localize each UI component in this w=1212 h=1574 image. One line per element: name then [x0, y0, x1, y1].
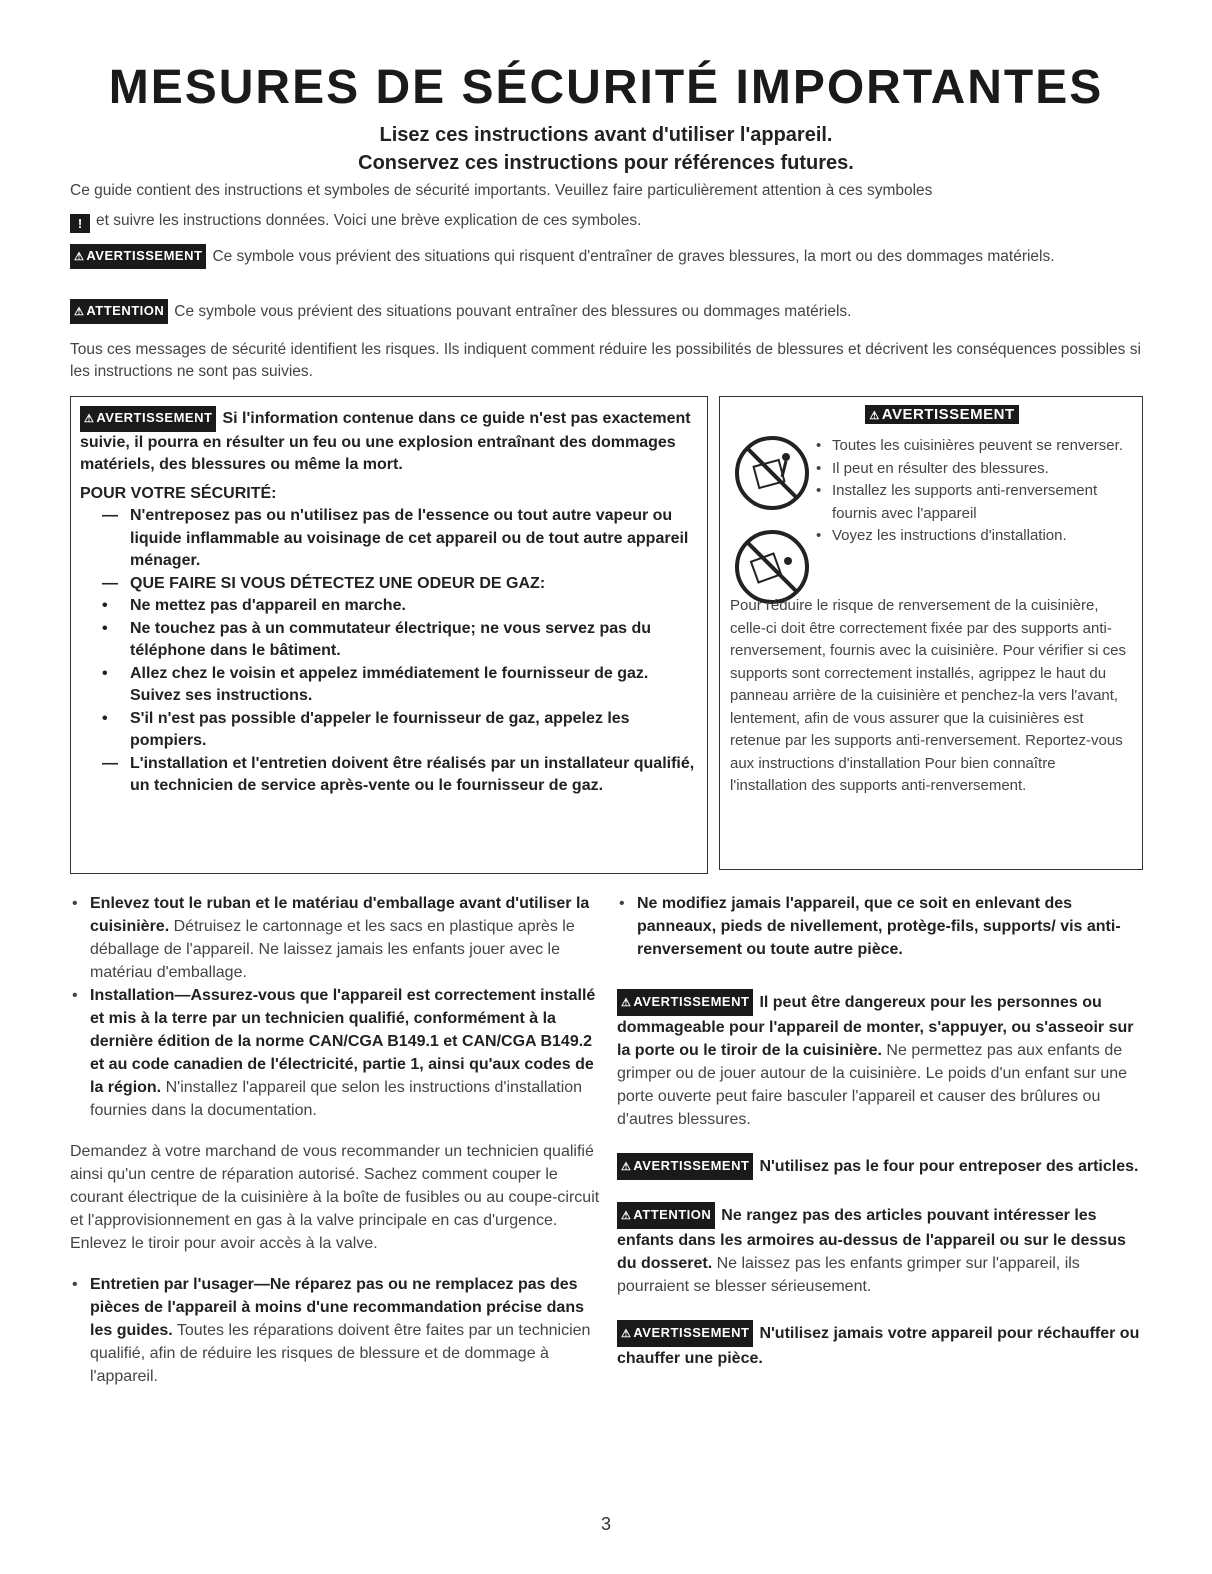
list-item: — N'entreposez pas ou n'utilisez pas de l'essence ou tout autre vapeur ou liquide inflammable au voisinage de cet appareil ou de tout autre appareil ménager. [102, 507, 689, 569]
intro-line-2-wrap [70, 210, 1150, 233]
no-modify-item: • Ne modifiez jamais l'appareil, que ce soit en enlevant des panneaux, pieds de nivellement, protège-fils, supports/ vis anti-renversement ou toute autre pièce. [619, 895, 1121, 958]
warning-badge: ⚠ AVERTISSEMENT [865, 405, 1018, 424]
warning-badge: ⚠ AVERTISSEMENT [70, 244, 206, 269]
intro-line-1: Ce guide contient des instructions et symboles de sécurité importants. Veuillez faire particulièrement attention à ces symboles [70, 182, 933, 199]
list-item: • Voyez les instructions d'installation. [816, 527, 1067, 544]
list-item: • Allez chez le voisin et appelez immédiatement le fournisseur de gaz. Suivez ses instructions. [102, 664, 649, 704]
children-caution: ⚠ ATTENTION Ne rangez pas des articles pouvant intéresser les enfants dans les armoires au-dessus de l'appareil ou sur le dessus du dosseret. Ne laissez pas les enfants grimper sur l'appareil, ils pourraient se blesser sérieusement. [617, 1202, 1147, 1298]
right-column [617, 892, 1147, 1370]
subtitle-keep: Conservez ces instructions pour références futures. [358, 152, 854, 174]
warning-triangle-icon: ⚠ [621, 1210, 632, 1222]
maintenance-item: • Entretien par l'usager—Ne réparez pas ou ne remplacez pas des pièces de l'appareil à moins d'une recommandation précise dans les guides. Toutes les réparations doivent être faites par un technicien qualifié, afin de réduire les risques de blessure et de dommage à l'appareil. [72, 1276, 591, 1385]
subtitle-read: Lisez ces instructions avant d'utiliser l'appareil. [379, 124, 833, 146]
safety-heading: POUR VOTRE SÉCURITÉ: [80, 484, 277, 502]
storage-warning: ⚠ AVERTISSEMENT N'utilisez pas le four pour entreposer des articles. [617, 1153, 1147, 1180]
list-item: — QUE FAIRE SI VOUS DÉTECTEZ UNE ODEUR DE GAZ: [102, 574, 546, 592]
warning-badge: ⚠ AVERTISSEMENT [617, 1153, 753, 1180]
warning-triangle-icon: ! [70, 214, 90, 233]
list-item: • Ne touchez pas à un commutateur électrique; ne vous servez pas du téléphone dans le bâtiment. [102, 619, 652, 659]
packaging-item: • Enlevez tout le ruban et le matériau d'emballage avant d'utiliser la cuisinière. Détruisez le cartonnage et les sacs en plastique après le déballage de l'appareil. Ne laissez jamais les enfants jouer avec le matériau d'emballage. [72, 895, 590, 981]
intro-warning: ⚠ AVERTISSEMENT Ce symbole vous prévient des situations qui risquent d'entraîner de graves blessures, la mort ou des dommages matériels. [70, 244, 1140, 269]
installation-item: • Installation—Assurez-vous que l'appareil est correctement installé et mis à la terre par un technicien qualifié, conformément à la dernière édition de la norme CAN/CGA B149.1 et CAN/CGA B149.2 et au code canadien de l'électricité, partie 1, ainsi qu'aux codes de la région. N'installez l'appareil que selon les instructions d'installation fournies dans la documentation. [72, 987, 596, 1119]
tip-over-warning-box [719, 396, 1143, 870]
warning-badge: ⚠ AVERTISSEMENT [617, 1320, 753, 1347]
caution-badge: ⚠ ATTENTION [617, 1202, 715, 1229]
list-item: • Ne mettez pas d'appareil en marche. [102, 597, 406, 614]
caution-badge: ⚠ ATTENTION [70, 299, 168, 324]
page-number: 3 [600, 1514, 611, 1534]
warning-triangle-icon: ⚠ [74, 306, 85, 318]
intro-summary: Tous ces messages de sécurité identifient les risques. Ils indiquent comment réduire les possibilités de blessures et décrivent les conséquences possibles si les instructions ne sont pas suivies. [70, 341, 1141, 380]
warning-triangle-icon: ⚠ [621, 1161, 632, 1173]
list-item: • Installez les supports anti-renversement fournis avec l'appareil [816, 482, 1098, 522]
gas-warning-box [70, 396, 708, 874]
warning-badge: ⚠ AVERTISSEMENT [617, 989, 753, 1016]
page-title: MESURES DE SÉCURITÉ IMPORTANTES [108, 61, 1104, 114]
gas-warning-lead: ⚠ AVERTISSEMENT Si l'information contenue dans ce guide n'est pas exactement suivie, il pourra en résulter un feu ou une explosion entraînant des dommages matériels, des blessures ou même la mort. [80, 406, 698, 477]
heating-warning: ⚠ AVERTISSEMENT N'utilisez jamais votre appareil pour réchauffer ou chauffer une pièce. [617, 1320, 1147, 1370]
climbing-warning: ⚠ AVERTISSEMENT Il peut être dangereux pour les personnes ou dommageable pour l'appareil de monter, s'appuyer, ou s'asseoir sur la porte ou le tiroir de la cuisinière. Ne permettez pas aux enfants de grimper ou de jouer autour de la cuisinière. Le poids d'un enfant sur une porte ouverte peut faire basculer l'appareil et causer des brûlures ou d'autres blessures. [617, 989, 1147, 1131]
left-column [70, 892, 600, 1388]
intro-line-2: et suivre les instructions données. Voici une brève explication de ces symboles. [96, 212, 642, 229]
warning-triangle-icon: ⚠ [84, 413, 95, 425]
warning-triangle-icon: ⚠ [74, 251, 85, 263]
warning-triangle-icon: ⚠ [869, 410, 880, 422]
list-item: • Il peut en résulter des blessures. [816, 459, 1049, 477]
list-item: — L'installation et l'entretien doivent être réalisés par un installateur qualifié, un technicien de service après-vente ou le fournisseur de gaz. [102, 754, 695, 794]
list-item: • S'il n'est pas possible d'appeler le fournisseur de gaz, appelez les pompiers. [102, 709, 630, 749]
no-climbing-icon [732, 433, 812, 513]
list-item: • Toutes les cuisinières peuvent se renverser. [816, 437, 1123, 454]
intro-caution: ⚠ ATTENTION Ce symbole vous prévient des situations pouvant entraîner des blessures ou dommages matériels. [70, 299, 1140, 324]
warning-triangle-icon: ⚠ [621, 997, 632, 1009]
warning-badge: ⚠ AVERTISSEMENT [80, 406, 216, 432]
warning-triangle-icon: ⚠ [621, 1328, 632, 1340]
tip-over-body: Pour réduire le risque de renversement de la cuisinière, celle-ci doit être correctement fixée par des supports anti-renversement, fournis avec la cuisinière. Pour vérifier si ces supports sont correctement installés, agrippez le haut du panneau arrière de la cuisinière et penchez-la vers l'avant, lentement, afin de vous assurer que la cuisinières est retenue par les supports anti-renversement. Reportez-vous aux instructions d'installation Pour bien connaître l'installation des supports anti-renversement. [730, 597, 1126, 794]
dealer-paragraph: Demandez à votre marchand de vous recommander un technicien qualifié ainsi qu'un centre de réparation autorisé. Sachez comment couper le courant électrique de la cuisinière à la boîte de fusibles ou au coupe-circuit et l'approvisionnement en gas à la valve principale en cas d'urgence. Enlevez le tiroir pour avoir accès à la valve. [70, 1143, 600, 1252]
